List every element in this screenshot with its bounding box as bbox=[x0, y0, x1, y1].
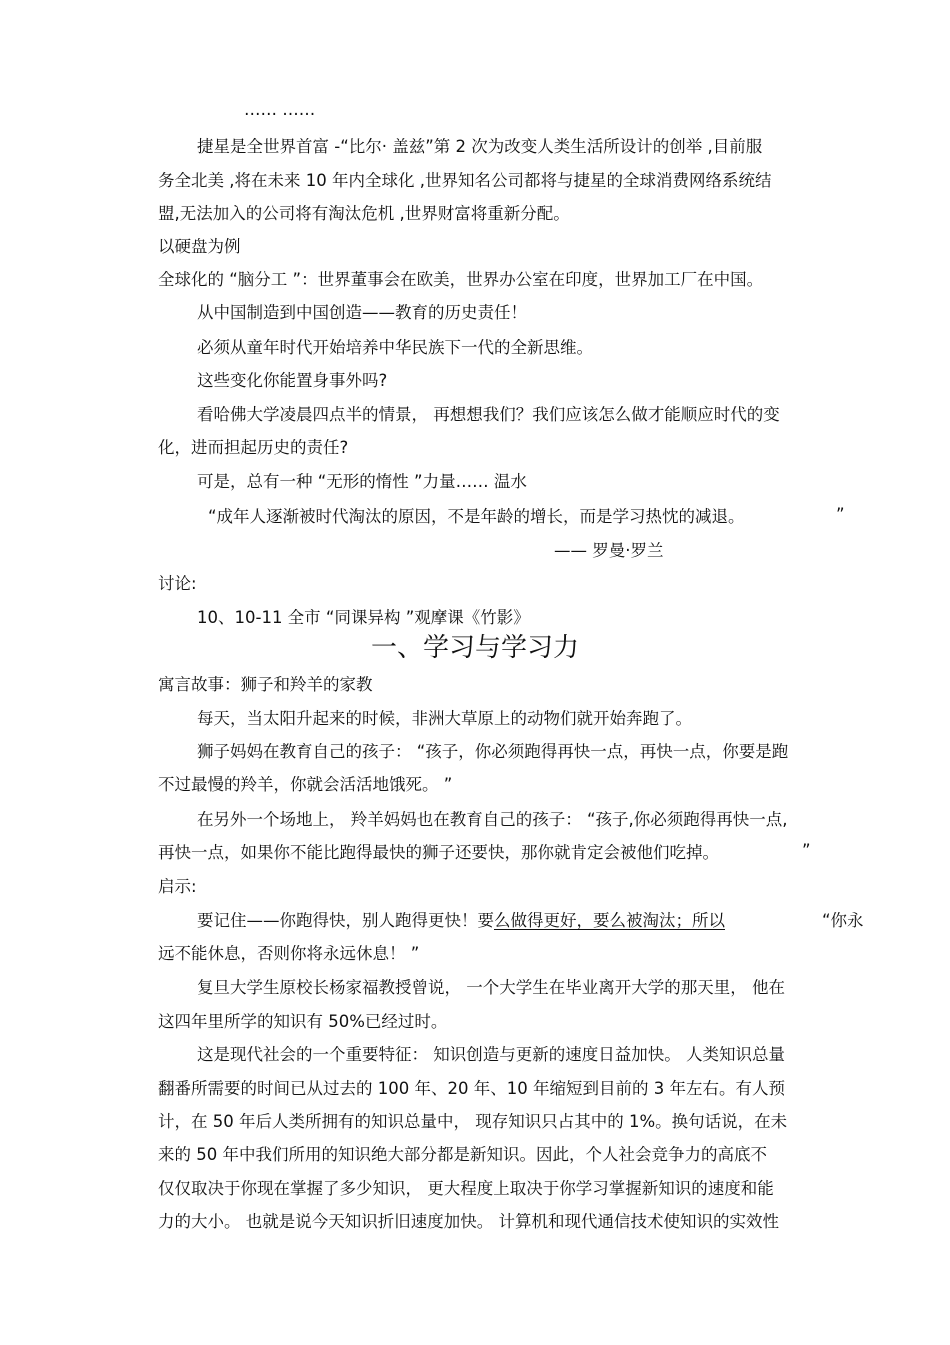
paragraph-line: 不过最慢的羚羊，你就会活活地饿死。 ” bbox=[158, 775, 453, 794]
paragraph-line: 力的大小。 也就是说今天知识折旧速度加快。 计算机和现代通信技术使知识的实效性 bbox=[158, 1212, 779, 1231]
paragraph-line: 这是现代社会的一个重要特征： 知识创造与更新的速度日益加快。 人类知识总量 bbox=[197, 1045, 785, 1064]
paragraph-line: 来的 50 年中我们所用的知识绝大部分都是新知识。因此，个人社会竞争力的高底不 bbox=[158, 1145, 767, 1164]
paragraph-line: 务全北美 ,将在未来 10 年内全球化 ,世界知名公司都将与捷星的全球消费网络系统结 bbox=[158, 171, 772, 190]
paragraph-line: 仅仅取决于你现在掌握了多少知识， 更大程度上取决于你学习掌握新知识的速度和能 bbox=[158, 1179, 774, 1198]
paragraph-line: 以硬盘为例 bbox=[158, 237, 241, 256]
paragraph-line: 寓言故事：狮子和羚羊的家教 bbox=[158, 675, 373, 694]
quote-attribution: —— 罗曼·罗兰 bbox=[554, 541, 664, 560]
paragraph-line: 翻番所需要的时间已从过去的 100 年、20 年、10 年缩短到目前的 3 年左右。有人预 bbox=[158, 1079, 785, 1098]
section-heading: 一、学习与学习力 bbox=[370, 633, 579, 663]
discussion-label: 讨论: bbox=[158, 574, 197, 593]
underlined-text: 么做得更好，要么被淘汰；所以 bbox=[494, 911, 725, 930]
quote-close-mark: ” bbox=[802, 841, 811, 860]
paragraph-line: 这四年里所学的知识有 50%已经过时。 bbox=[158, 1012, 448, 1031]
paragraph-line: 捷星是全世界首富 -“比尔· 盖兹”第 2 次为改变人类生活所设计的创举 ,目前服 bbox=[197, 137, 763, 156]
paragraph-line: 从中国制造到中国创造——教育的历史责任！ bbox=[197, 303, 527, 322]
insight-label: 启示: bbox=[158, 877, 197, 896]
paragraph-line: 再快一点，如果你不能比跑得最快的狮子还要快，那你就肯定会被他们吃掉。 bbox=[158, 843, 719, 862]
paragraph-line: 每天，当太阳升起来的时候，非洲大草原上的动物们就开始奔跑了。 bbox=[197, 709, 692, 728]
paragraph-line: 计，在 50 年后人类所拥有的知识总量中， 现存知识只占其中的 1%。换句话说，在未 bbox=[158, 1112, 788, 1131]
paragraph-line: 狮子妈妈在教育自己的孩子： “孩子，你必须跑得再快一点，再快一点，你要是跑 bbox=[197, 742, 789, 761]
paragraph-line: 全球化的 “脑分工 ”：世界董事会在欧美，世界办公室在印度，世界加工厂在中国。 bbox=[158, 270, 764, 289]
quote-close-mark: ” bbox=[836, 505, 845, 524]
paragraph-line bbox=[197, 911, 725, 931]
paragraph-line: 盟,无法加入的公司将有淘汰危机 ,世界财富将重新分配。 bbox=[158, 204, 570, 223]
paragraph-line: 可是，总有一种 “无形的惰性 ”力量…… 温水 bbox=[197, 472, 527, 491]
ellipsis-line: …… …… bbox=[244, 100, 316, 119]
text-run: 要记住——你跑得快，别人跑得更快！要 bbox=[197, 911, 494, 930]
paragraph-line: 在另外一个场地上， 羚羊妈妈也在教育自己的孩子： “孩子,你必须跑得再快一点, bbox=[197, 810, 788, 829]
paragraph-line: 化，进而担起历史的责任? bbox=[158, 438, 349, 457]
paragraph-line: 远不能休息，否则你将永远休息！ ” bbox=[158, 944, 420, 963]
paragraph-line: 10、10-11 全市 “同课异构 ”观摩课《竹影》 bbox=[197, 608, 530, 627]
paragraph-line: 复旦大学生原校长杨家福教授曾说， 一个大学生在毕业离开大学的那天里， 他在 bbox=[197, 978, 785, 997]
quote-line: “成年人逐渐被时代淘汰的原因，不是年龄的增长，而是学习热忱的减退。 bbox=[208, 507, 745, 526]
text-run: “你永 bbox=[822, 911, 864, 930]
paragraph-line: 这些变化你能置身事外吗? bbox=[197, 371, 388, 390]
paragraph-line: 看哈佛大学凌晨四点半的情景， 再想想我们？我们应该怎么做才能顺应时代的变 bbox=[197, 405, 780, 424]
paragraph-line: 必须从童年时代开始培养中华民族下一代的全新思维。 bbox=[197, 338, 593, 357]
